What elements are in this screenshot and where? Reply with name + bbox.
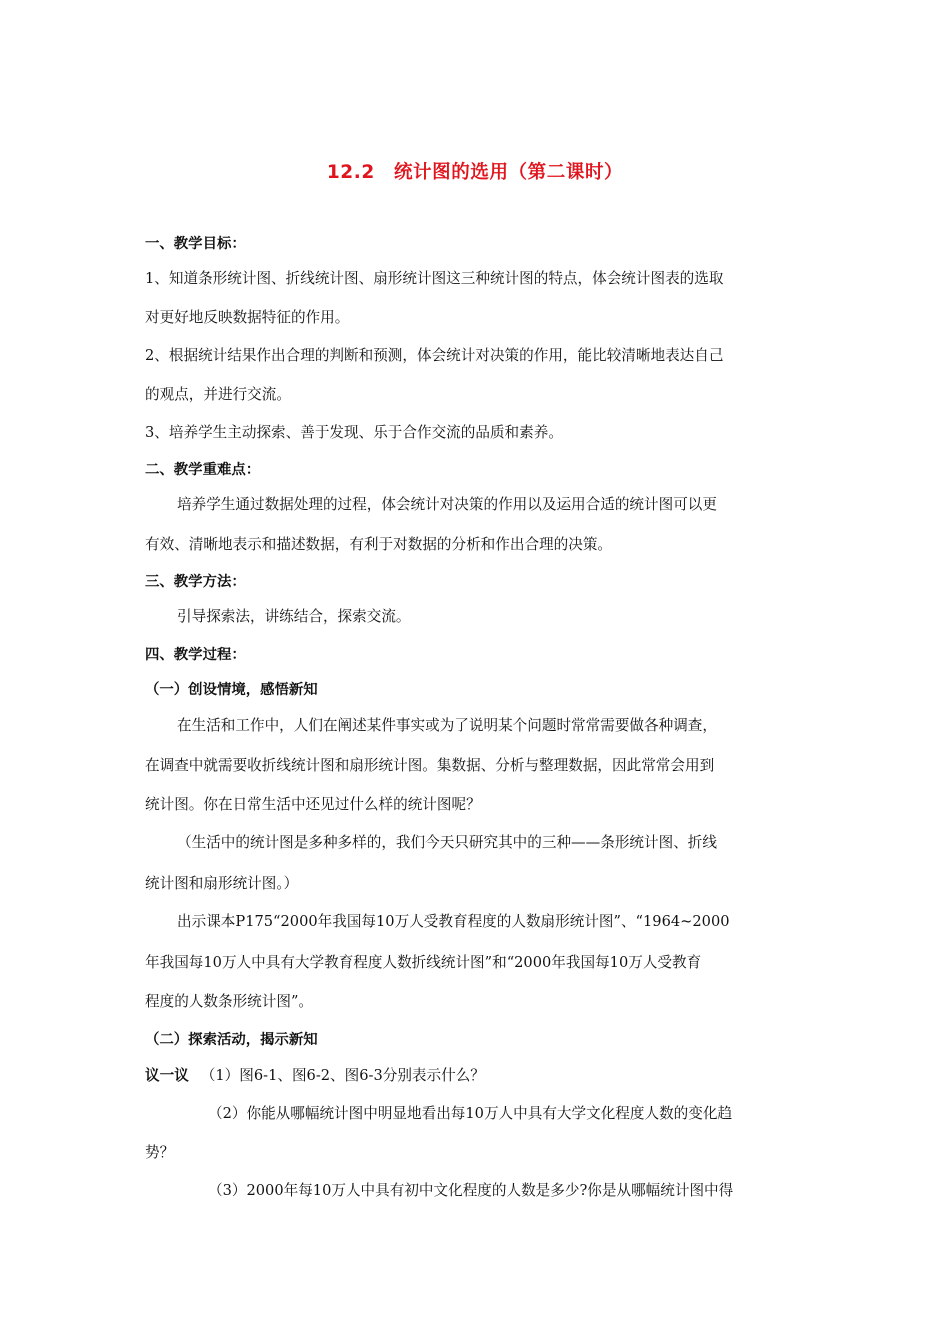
section-heading-methods: 三、教学方法： (145, 574, 246, 590)
paragraph-line: （生活中的统计图是多种多样的，我们今天只研究其中的三种——条形统计图、折线 (177, 834, 717, 851)
section-heading-objectives: 一、教学目标： (145, 236, 246, 252)
question-text: （1）图6-1、图6-2、图6-3分别表示什么？ (200, 1067, 485, 1084)
paragraph-line: 在生活和工作中，人们在阐述某件事实或为了说明某个问题时常常需要做各种调查， (177, 717, 717, 734)
paragraph-line: 程度的人数条形统计图”。 (145, 993, 313, 1010)
paragraph-line: 1、知道条形统计图、折线统计图、扇形统计图这三种统计图的特点，体会统计图表的选取 (145, 270, 724, 287)
section-heading-key-points: 二、教学重难点： (145, 462, 261, 478)
paragraph-line: （3）2000年每10万人中具有初中文化程度的人数是多少?你是从哪幅统计图中得 (208, 1182, 734, 1199)
paragraph-line: 的观点，并进行交流。 (145, 386, 291, 403)
document-title: 12.2 统计图的选用（第二课时） (326, 162, 624, 183)
paragraph-line: （2）你能从哪幅统计图中明显地看出每10万人中具有大学文化程度人数的变化趋 (208, 1105, 733, 1122)
paragraph-line: 统计图。你在日常生活中还见过什么样的统计图呢？ (145, 796, 481, 813)
paragraph-line: 在调查中就需要收折线统计图和扇形统计图。集数据、分析与整理数据，因此常常会用到 (145, 757, 715, 774)
subsection-heading-1: （一）创设情境，感悟新知 (145, 682, 318, 698)
paragraph-line: 势？ (145, 1144, 175, 1161)
paragraph-line: 年我国每10万人中具有大学教育程度人数折线统计图”和“2000年我国每10万人受教育 (145, 954, 702, 971)
discussion-label: 议一议 (145, 1067, 189, 1084)
paragraph-line: 出示课本P175“2000年我国每10万人受教育程度的人数扇形统计图”、“1964~2000 (177, 913, 730, 930)
paragraph-line: 3、培养学生主动探索、善于发现、乐于合作交流的品质和素养。 (145, 424, 563, 441)
section-heading-process: 四、教学过程： (145, 647, 246, 663)
paragraph-line: 统计图和扇形统计图。） (145, 875, 299, 892)
paragraph-line: 培养学生通过数据处理的过程，体会统计对决策的作用以及运用合适的统计图可以更 (177, 496, 717, 513)
paragraph-line: 有效、清晰地表示和描述数据，有利于对数据的分析和作出合理的决策。 (145, 536, 613, 553)
discussion-question-1 (145, 1066, 810, 1086)
paragraph-line: 引导探索法，讲练结合，探索交流。 (177, 608, 411, 625)
paragraph-line: 2、根据统计结果作出合理的判断和预测，体会统计对决策的作用，能比较清晰地表达自己 (145, 347, 724, 364)
paragraph-line: 对更好地反映数据特征的作用。 (145, 309, 350, 326)
subsection-heading-2: （二）探索活动，揭示新知 (145, 1032, 318, 1048)
